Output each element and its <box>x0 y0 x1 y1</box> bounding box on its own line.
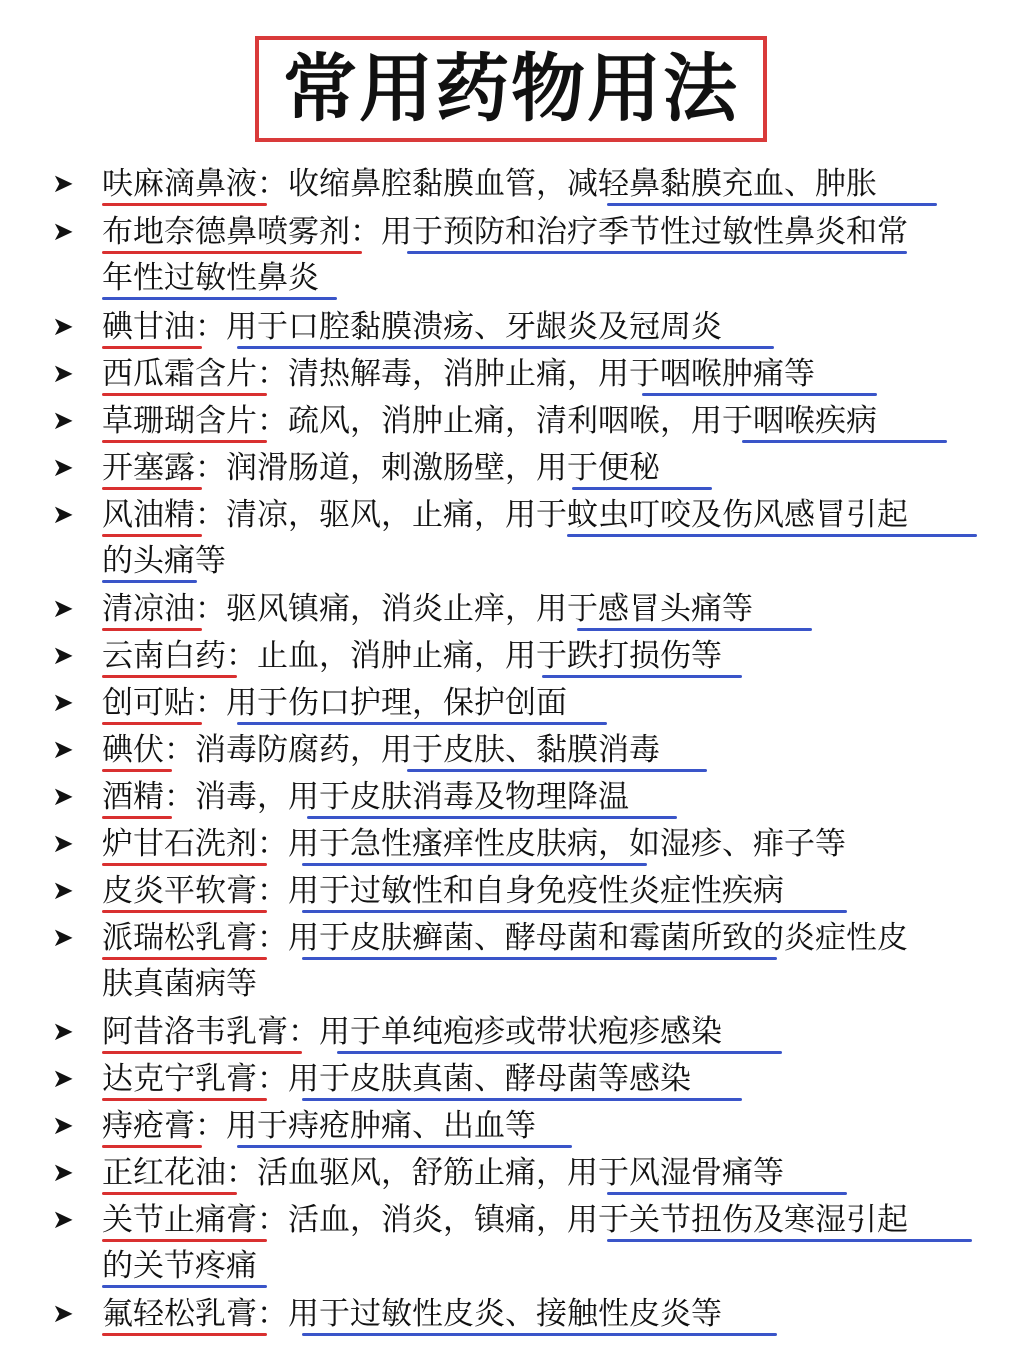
name-underline <box>102 1192 237 1195</box>
medicine-usage: 用于皮肤癣菌、酵母菌和霉菌所致的炎症性皮 <box>288 920 908 956</box>
item-text <box>102 1197 992 1243</box>
medicine-usage: 用于口腔黏膜溃疡、牙龈炎及冠周炎 <box>226 309 722 345</box>
medicine-name: 关节止痛膏 <box>102 1202 257 1238</box>
usage-underline <box>337 1051 782 1054</box>
usage-underline <box>572 487 712 490</box>
name-underline <box>102 863 267 866</box>
item-text <box>102 1103 992 1149</box>
separator: ： <box>257 1202 288 1238</box>
medicine-name: 皮炎平软膏 <box>102 873 257 909</box>
medicine-usage: 清凉，驱风，止痛，用于蚊虫叮咬及伤风感冒引起 <box>226 497 908 533</box>
bullet-arrow-icon: ➤ <box>52 169 74 199</box>
medicine-usage-continued: 的关节疼痛 <box>102 1248 257 1284</box>
medicine-usage: 用于急性瘙痒性皮肤病，如湿疹、痱子等 <box>288 826 846 862</box>
usage-underline <box>237 1145 572 1148</box>
item-text <box>102 398 992 444</box>
bullet-arrow-icon: ➤ <box>52 1205 74 1235</box>
bullet-arrow-icon: ➤ <box>52 217 74 247</box>
name-underline <box>102 1098 267 1101</box>
name-underline <box>102 393 267 396</box>
item-text <box>102 633 992 679</box>
medicine-usage: 用于过敏性和自身免疫性炎症性疾病 <box>288 873 784 909</box>
usage-underline <box>302 910 847 913</box>
medicine-usage: 消毒，用于皮肤消毒及物理降温 <box>195 779 629 815</box>
medicine-usage-continued: 肤真菌病等 <box>102 966 257 1002</box>
medicine-usage-continued: 的头痛等 <box>102 543 226 579</box>
usage-underline <box>642 393 877 396</box>
medicine-usage: 用于预防和治疗季节性过敏性鼻炎和常 <box>381 214 908 250</box>
name-underline <box>102 722 202 725</box>
usage-underline <box>302 863 647 866</box>
medicine-name: 风油精 <box>102 497 195 533</box>
bullet-arrow-icon: ➤ <box>52 782 74 812</box>
usage-underline <box>237 346 774 349</box>
name-underline <box>102 251 362 254</box>
item-text <box>102 1056 992 1102</box>
separator: ： <box>226 1155 257 1191</box>
name-underline <box>102 628 202 631</box>
separator: ： <box>195 309 226 345</box>
medicine-name: 草珊瑚含片 <box>102 403 257 439</box>
item-text <box>102 1009 992 1055</box>
bullet-arrow-icon: ➤ <box>52 1064 74 1094</box>
name-underline <box>102 1145 202 1148</box>
usage-underline <box>742 440 947 443</box>
bullet-arrow-icon: ➤ <box>52 1111 74 1141</box>
name-underline <box>102 1333 267 1336</box>
bullet-arrow-icon: ➤ <box>52 594 74 624</box>
medicine-name: 正红花油 <box>102 1155 226 1191</box>
bullet-arrow-icon: ➤ <box>52 359 74 389</box>
name-underline <box>102 957 267 960</box>
separator: ： <box>226 638 257 674</box>
usage-underline <box>607 1239 972 1242</box>
name-underline <box>102 440 267 443</box>
item-text <box>102 680 992 726</box>
separator: ： <box>257 166 288 202</box>
medicine-usage: 疏风，消肿止痛，清利咽喉，用于咽喉疾病 <box>288 403 877 439</box>
bullet-arrow-icon: ➤ <box>52 735 74 765</box>
medicine-name: 痔疮膏 <box>102 1108 195 1144</box>
usage-underline <box>577 628 812 631</box>
bullet-arrow-icon: ➤ <box>52 312 74 342</box>
name-underline <box>102 816 172 819</box>
medicine-usage: 用于单纯疱疹或带状疱疹感染 <box>319 1014 722 1050</box>
bullet-arrow-icon: ➤ <box>52 1158 74 1188</box>
separator: ： <box>257 920 288 956</box>
name-underline <box>102 910 267 913</box>
bullet-arrow-icon: ➤ <box>52 876 74 906</box>
item-text <box>102 351 992 397</box>
item-text <box>102 1291 992 1337</box>
item-text <box>102 774 992 820</box>
item-text <box>102 492 992 538</box>
usage-underline <box>302 957 777 960</box>
medicine-name: 达克宁乳膏 <box>102 1061 257 1097</box>
medicine-name: 创可贴 <box>102 685 195 721</box>
bullet-arrow-icon: ➤ <box>52 688 74 718</box>
item-text <box>102 821 992 867</box>
usage-underline <box>607 1192 847 1195</box>
separator: ： <box>288 1014 319 1050</box>
medicine-name: 呋麻滴鼻液 <box>102 166 257 202</box>
medicine-usage: 驱风镇痛，消炎止痒，用于感冒头痛等 <box>226 591 753 627</box>
bullet-arrow-icon: ➤ <box>52 923 74 953</box>
usage-underline <box>407 251 907 254</box>
usage-underline <box>302 1333 777 1336</box>
usage-underline <box>237 722 607 725</box>
name-underline <box>102 769 172 772</box>
medicine-name: 西瓜霜含片 <box>102 356 257 392</box>
separator: ： <box>257 1296 288 1332</box>
separator: ： <box>195 591 226 627</box>
item-text <box>102 586 992 632</box>
separator: ： <box>195 450 226 486</box>
name-underline <box>102 1239 267 1242</box>
medicine-name: 碘甘油 <box>102 309 195 345</box>
medicine-usage: 润滑肠道，刺激肠壁，用于便秘 <box>226 450 660 486</box>
item-text <box>102 727 992 773</box>
separator: ： <box>257 873 288 909</box>
medicine-name: 炉甘石洗剂 <box>102 826 257 862</box>
separator: ： <box>257 356 288 392</box>
bullet-arrow-icon: ➤ <box>52 500 74 530</box>
medicine-usage: 用于痔疮肿痛、出血等 <box>226 1108 536 1144</box>
medicine-usage: 用于伤口护理，保护创面 <box>226 685 567 721</box>
separator: ： <box>164 779 195 815</box>
medicine-usage: 活血驱风，舒筋止痛，用于风湿骨痛等 <box>257 1155 784 1191</box>
medicine-name: 清凉油 <box>102 591 195 627</box>
item-text <box>102 915 992 961</box>
medicine-name: 碘伏 <box>102 732 164 768</box>
medicine-usage: 止血，消肿止痛，用于跌打损伤等 <box>257 638 722 674</box>
separator: ： <box>164 732 195 768</box>
medicine-name: 氟轻松乳膏 <box>102 1296 257 1332</box>
medicine-name: 开塞露 <box>102 450 195 486</box>
item-text <box>102 1150 992 1196</box>
medicine-name: 酒精 <box>102 779 164 815</box>
name-underline <box>102 534 202 537</box>
bullet-arrow-icon: ➤ <box>52 1017 74 1047</box>
usage-underline <box>407 769 707 772</box>
separator: ： <box>350 214 381 250</box>
bullet-arrow-icon: ➤ <box>52 453 74 483</box>
name-underline <box>102 487 202 490</box>
separator: ： <box>257 1061 288 1097</box>
page-title: 常用药物用法 <box>283 46 739 132</box>
medicine-usage: 活血，消炎，镇痛，用于关节扭伤及寒湿引起 <box>288 1202 908 1238</box>
medicine-usage: 用于皮肤真菌、酵母菌等感染 <box>288 1061 691 1097</box>
medicine-name: 派瑞松乳膏 <box>102 920 257 956</box>
name-underline <box>102 346 202 349</box>
separator: ： <box>257 403 288 439</box>
usage-underline <box>607 203 937 206</box>
separator: ： <box>257 826 288 862</box>
separator: ： <box>195 685 226 721</box>
item-text <box>102 209 992 255</box>
medicine-usage-continued: 年性过敏性鼻炎 <box>102 260 319 296</box>
item-text <box>102 868 992 914</box>
usage-underline <box>567 534 977 537</box>
usage-underline <box>307 816 677 819</box>
bullet-arrow-icon: ➤ <box>52 829 74 859</box>
medicine-usage: 用于过敏性皮炎、接触性皮炎等 <box>288 1296 722 1332</box>
medicine-usage: 消毒防腐药，用于皮肤、黏膜消毒 <box>195 732 660 768</box>
usage-underline <box>302 1098 742 1101</box>
bullet-arrow-icon: ➤ <box>52 1299 74 1329</box>
usage-underline <box>102 1285 267 1288</box>
usage-underline <box>102 580 197 583</box>
medicine-name: 布地奈德鼻喷雾剂 <box>102 214 350 250</box>
separator: ： <box>195 1108 226 1144</box>
item-text <box>102 161 992 207</box>
name-underline <box>102 203 267 206</box>
medicine-usage: 收缩鼻腔黏膜血管，减轻鼻黏膜充血、肿胀 <box>288 166 877 202</box>
usage-underline <box>102 297 337 300</box>
bullet-arrow-icon: ➤ <box>52 641 74 671</box>
item-text <box>102 445 992 491</box>
usage-underline <box>542 675 742 678</box>
medicine-name: 阿昔洛韦乳膏 <box>102 1014 288 1050</box>
name-underline <box>102 1051 302 1054</box>
bullet-arrow-icon: ➤ <box>52 406 74 436</box>
medicine-usage: 清热解毒，消肿止痛，用于咽喉肿痛等 <box>288 356 815 392</box>
separator: ： <box>195 497 226 533</box>
name-underline <box>102 675 237 678</box>
item-text <box>102 304 992 350</box>
medicine-name: 云南白药 <box>102 638 226 674</box>
